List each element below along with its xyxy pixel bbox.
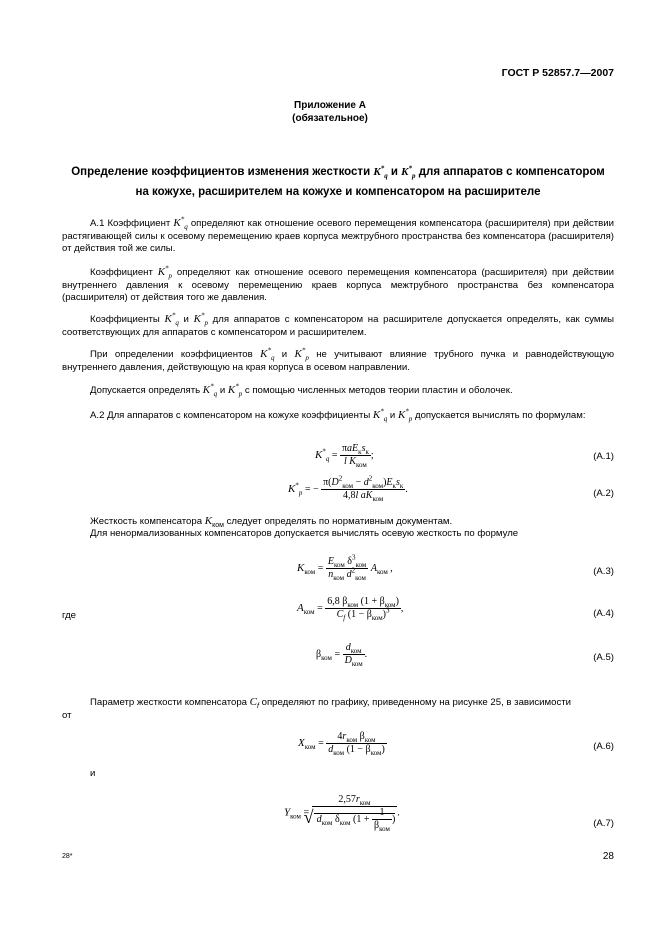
equation-number-a2: (А.2): [593, 488, 614, 499]
paragraph-determination: При определении коэффициентов $K^*_q$ и $K^*_p$ не учитывают влияние трубного пучка и равнодействующую внутреннего давления, действующую на края корпуса в осевом направлении.: [62, 346, 615, 373]
heading-kp: $K^*_p$: [401, 164, 416, 181]
equation-number-a3: (А.3): [593, 566, 614, 577]
paragraph-numerical: Допускается определять $K^*_q$ и $K^*_p$ с помощью численных методов теории пластин и оболочек.: [90, 382, 513, 399]
paragraph-coefficients: Коэффициенты $K^*_q$ и $K^*_p$ для аппаратов с компенсатором на расширителе допускается определять, как суммы соответствующих для аппаратов с компенсатором и расширителем.: [62, 311, 615, 338]
formula-a3: $K_{ком}$ = $\frac{E_{ком} \delta^3_{ком}}{n_{ком} d^2_{ком}}$ $A_{ком}$ ,: [297, 553, 393, 582]
heading-part2: для аппаратов с компенсатором: [418, 166, 605, 178]
paragraph-a1: А.1 Коэффициент $K^*_q$ определяют как отношение осевого перемещения компенсатора (расширителя) при действии растягивающей силы к осевому перемещению краев корпуса межтрубного пространства без компенсатора (расширителя) от действия той же силы.: [62, 215, 614, 254]
page-number: 28: [602, 851, 614, 862]
formula-a2: $K^*_p$ = − $\frac{\pi(D^2_{ком} - d^2_{ком})E_кs_к}{4,8l aK_{ком}}$ .: [288, 474, 408, 503]
appendix-title: Приложение А: [294, 100, 366, 111]
section-heading: [62, 162, 614, 202]
from-label: от: [62, 710, 72, 721]
document-code: ГОСТ Р 52857.7—2007: [501, 67, 614, 79]
formula-a7: $Y_{ком}$ = $2,57r_{ком}$ √ $d_{ком}$ $\delta_{ком}$ (1 + $\frac{1}{\beta_{ком}}$ ) .: [284, 794, 400, 832]
heading-and: и: [390, 166, 398, 178]
paragraph-a2: А.2 Для аппаратов с компенсатором на кожухе коэффициенты $K^*_q$ и $K^*_p$ допускается вычислять по формулам:: [90, 407, 586, 424]
paragraph-kp: Коэффициент $K^*_p$ определяют как отношение осевого перемещения компенсатора (расширителя) при действии внутреннего давления к осевому перемещению краев корпуса межтрубного пространства без компенсатора (расширителя) от действия того же давления.: [62, 264, 614, 303]
equation-number-a6: (А.6): [593, 741, 614, 752]
paragraph-nonstandard: Для ненормализованных компенсаторов допускается вычислять осевую жесткость по формуле: [90, 528, 519, 539]
where-label: где: [62, 610, 77, 621]
heading-line2: на кожухе, расширителем на кожухе и компенсатором на расширителе: [135, 186, 541, 198]
and-label: и: [90, 768, 96, 779]
formula-a5: $\beta_{ком}$ = $\frac{d_{ком}}{D_{ком}}$ .: [316, 642, 368, 668]
heading-part1: Определение коэффициентов изменения жесткости: [71, 166, 371, 178]
footer-mark: 28*: [62, 853, 73, 860]
equation-number-a1: (А.1): [593, 451, 614, 462]
heading-kq: $K^*_q$: [373, 164, 388, 181]
paragraph-cf: Параметр жесткости компенсатора $C_f$ определяют по графику, приведенному на рисунке 25, в зависимости: [90, 696, 571, 710]
formula-a6: $X_{ком}$ = $\frac{4r_{ком} \beta_{ком}}{d_{ком} (1 - \beta_{ком})}$: [298, 731, 385, 757]
paragraph-stiffness: Жесткость компенсатора $K_{ком}$ следует определять по нормативным документам.: [90, 515, 453, 529]
equation-number-a4: (А.4): [593, 608, 614, 619]
appendix-status: (обязательное): [292, 113, 368, 124]
equation-number-a5: (А.5): [593, 652, 614, 663]
formula-a4: $A_{ком}$ = $\frac{6,8 \beta_{ком} (1 + \beta_{ком})}{C_f (1 - \beta_{ком})^3}$ ,: [297, 596, 404, 622]
equation-number-a7: (А.7): [593, 818, 614, 829]
formula-a1: $K^*_q$ = $\frac{\pi aE_кs_к}{l K_{ком}}$ ;: [315, 443, 374, 469]
